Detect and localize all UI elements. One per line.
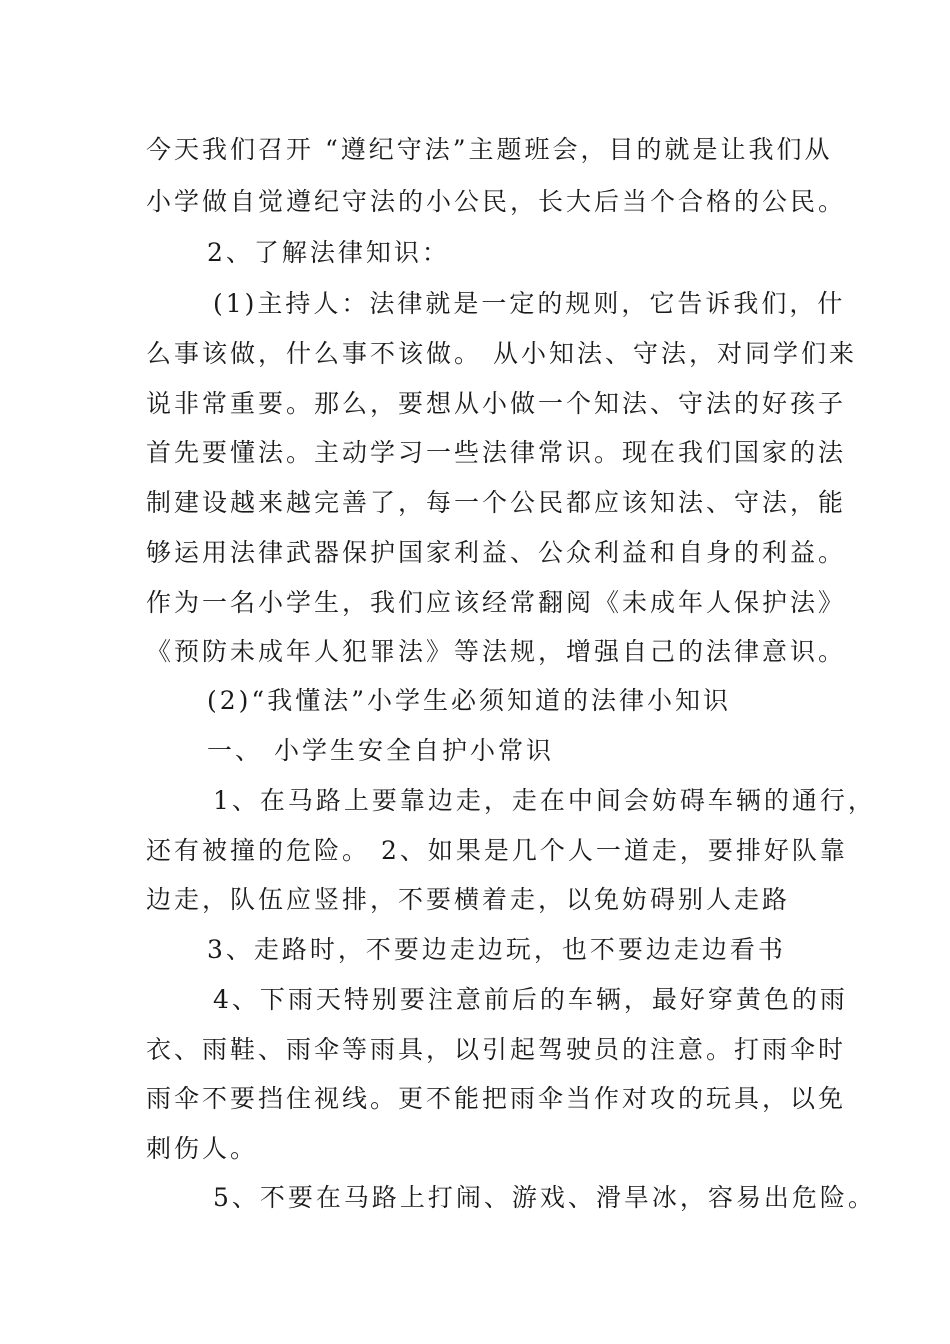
- paragraph-line: 刺伤人。: [146, 1134, 259, 1163]
- paragraph-line: 说非常重要。那么，要想从小做一个知法、守法的好孩子: [146, 389, 847, 418]
- list-item: 5、不要在马路上打闹、游戏、滑旱冰，容易出危险。: [213, 1183, 876, 1212]
- list-item: 3、走路时，不要边走边玩，也不要边走边看书: [207, 935, 786, 964]
- paragraph-line: 衣、雨鞋、雨伞等雨具，以引起驾驶员的注意。打雨伞时: [146, 1035, 847, 1064]
- paragraph-line: 制建设越来越完善了，每一个公民都应该知法、守法，能: [146, 488, 847, 517]
- paragraph-line: 今天我们召开 “遵纪守法”主题班会，目的就是让我们从: [146, 135, 833, 164]
- paragraph-line: 么事该做，什么事不该做。 从小知法、守法，对同学们来: [146, 339, 857, 368]
- paragraph-line: 作为一名小学生，我们应该经常翻阅《未成年人保护法》: [146, 588, 847, 617]
- section-heading: (2)“我懂法”小学生必须知道的法律小知识: [207, 686, 731, 715]
- paragraph-line: 还有被撞的危险。 2、如果是几个人一道走，要排好队靠: [146, 836, 848, 865]
- paragraph-line: 边走，队伍应竖排，不要横着走，以免妨碍别人走路: [146, 885, 791, 914]
- paragraph-line: 首先要懂法。主动学习一些法律常识。现在我们国家的法: [146, 438, 847, 467]
- paragraph-line: 雨伞不要挡住视线。更不能把雨伞当作对攻的玩具，以免: [146, 1084, 847, 1113]
- paragraph-line: 小学做自觉遵纪守法的小公民，长大后当个合格的公民。: [146, 187, 847, 216]
- section-heading: 2、了解法律知识：: [207, 238, 450, 267]
- paragraph-line: 《预防未成年人犯罪法》等法规，增强自己的法律意识。: [146, 637, 847, 666]
- paragraph-line: (1)主持人：法律就是一定的规则，它告诉我们，什: [213, 289, 846, 318]
- paragraph-line: 够运用法律武器保护国家利益、公众利益和自身的利益。: [146, 538, 847, 567]
- section-heading: 一、 小学生安全自护小常识: [207, 736, 554, 765]
- list-item: 4、下雨天特别要注意前后的车辆，最好穿黄色的雨: [213, 985, 848, 1014]
- list-item: 1、在马路上要靠边走，走在中间会妨碍车辆的通行，: [213, 786, 876, 815]
